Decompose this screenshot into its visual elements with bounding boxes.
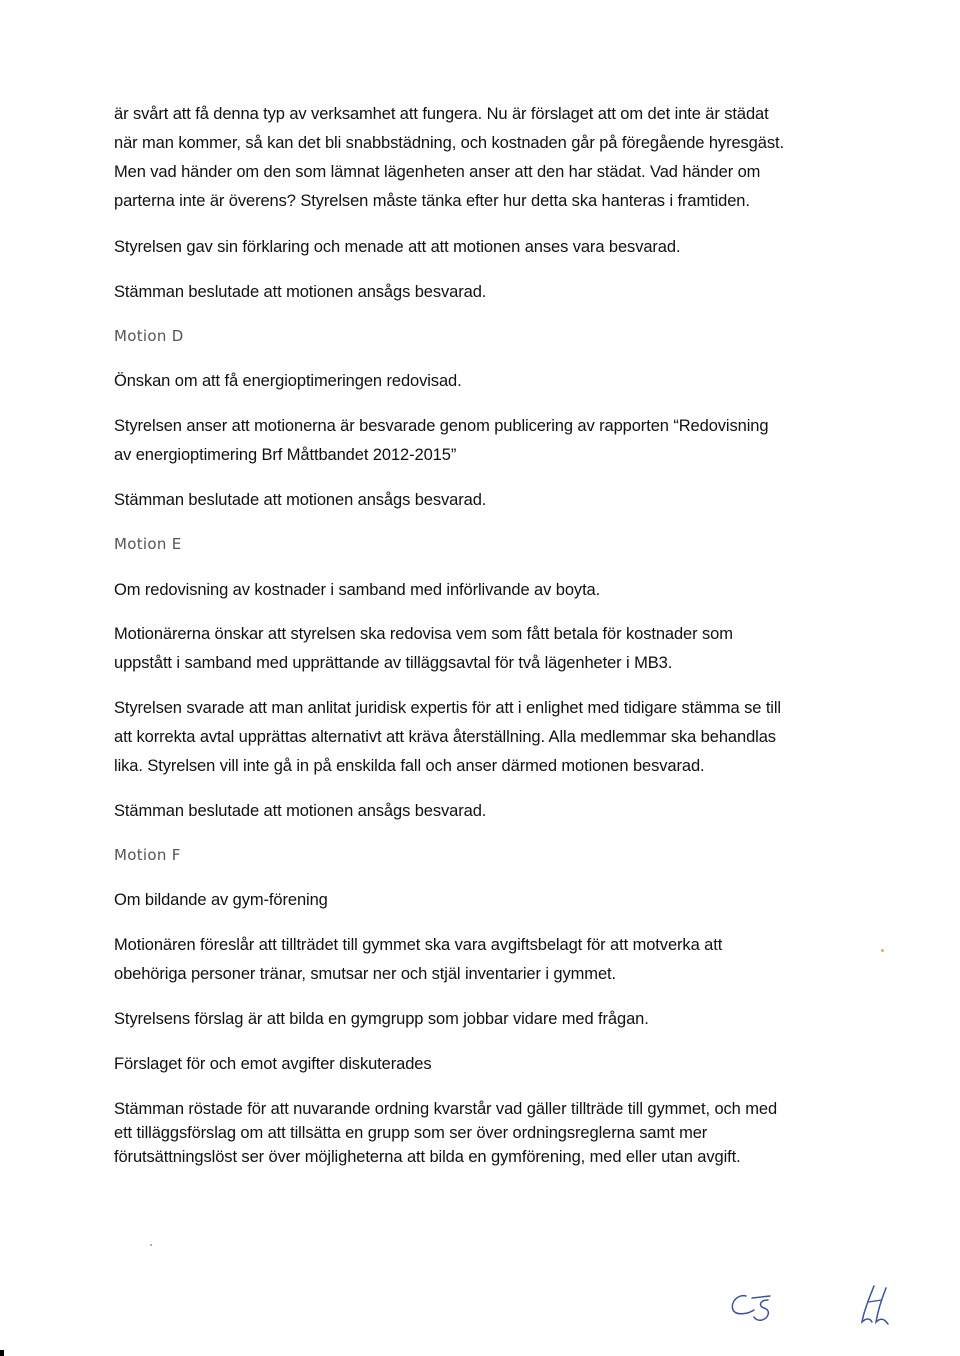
text-line: Styrelsen anser att motionerna är besvarade genom publicering av rapporten “Redovisning bbox=[114, 417, 769, 435]
text-line: Önskan om att få energioptimeringen redovisad. bbox=[114, 372, 462, 390]
ink-speck bbox=[881, 949, 884, 952]
board-statement-c bbox=[114, 233, 854, 262]
motion-f-discussion bbox=[114, 1050, 854, 1079]
motion-f-board-proposal bbox=[114, 1005, 854, 1034]
text-line: Om redovisning av kostnader i samband med införlivande av boyta. bbox=[114, 581, 601, 599]
text-line: Styrelsens förslag är att bilda en gymgrupp som jobbar vidare med frågan. bbox=[114, 1010, 649, 1028]
text-line: Motionärerna önskar att styrelsen ska redovisa vem som fått betala för kostnader som bbox=[114, 625, 733, 643]
motion-e-subject bbox=[114, 576, 854, 605]
text-line: när man kommer, så kan det bli snabbstädning, och kostnaden går på föregående hyresgäst. bbox=[114, 134, 784, 152]
text-line: Stämman beslutade att motionen ansågs besvarad. bbox=[114, 802, 487, 820]
text-line: parterna inte är överens? Styrelsen måste tänka efter hur detta ska hanteras i framtiden. bbox=[114, 192, 750, 210]
motion-f-request bbox=[114, 931, 854, 989]
text-line: förutsättningslöst ser över möjligheterna att bilda en gymförening, med eller utan avgift. bbox=[114, 1148, 741, 1166]
motion-d-heading: Motion D bbox=[114, 327, 184, 345]
text-line: att korrekta avtal upprättas alternativt att kräva återställning. Alla medlemmar ska behandlas bbox=[114, 728, 776, 746]
motion-d-decision bbox=[114, 486, 854, 515]
signature-initials-2 bbox=[852, 1280, 902, 1332]
motion-f-heading: Motion F bbox=[114, 846, 181, 864]
text-line: uppstått i samband med upprättande av tilläggsavtal för två lägenheter i MB3. bbox=[114, 654, 673, 672]
text-line: obehöriga personer tränar, smutsar ner och stjäl inventarier i gymmet. bbox=[114, 965, 616, 983]
motion-e-heading: Motion E bbox=[114, 535, 182, 553]
text-line: lika. Styrelsen vill inte gå in på enskilda fall och anser därmed motionen besvarad. bbox=[114, 757, 705, 775]
text-line: Styrelsen svarade att man anlitat juridisk expertis för att i enlighet med tidigare stämma se till bbox=[114, 699, 781, 717]
text-line: Om bildande av gym-förening bbox=[114, 891, 328, 909]
motion-f-subject bbox=[114, 886, 854, 915]
decision-c bbox=[114, 278, 854, 307]
motion-f-decision bbox=[114, 1097, 854, 1169]
text-line: Stämman beslutade att motionen ansågs besvarad. bbox=[114, 491, 487, 509]
text-line: Motionären föreslår att tillträdet till gymmet ska vara avgiftsbelagt för att motverka att bbox=[114, 936, 723, 954]
text-line: Stämman beslutade att motionen ansågs besvarad. bbox=[114, 283, 487, 301]
text-line: ett tilläggsförslag om att tillsätta en grupp som ser över ordningsreglerna samt mer bbox=[114, 1124, 708, 1142]
text-line: Stämman röstade för att nuvarande ordning kvarstår vad gäller tillträde till gymmet, och med bbox=[114, 1100, 778, 1118]
text-line: Men vad händer om den som lämnat lägenheten anser att den har städat. Vad händer om bbox=[114, 163, 761, 181]
scan-edge-mark bbox=[0, 1350, 4, 1356]
motion-e-decision bbox=[114, 797, 854, 826]
motion-e-board-statement bbox=[114, 694, 854, 781]
motion-d-subject bbox=[114, 367, 854, 396]
intro-paragraph bbox=[114, 100, 854, 216]
motion-e-request bbox=[114, 620, 854, 678]
motion-d-board-statement bbox=[114, 412, 854, 470]
ink-speck bbox=[150, 1244, 152, 1246]
signature-initials-1 bbox=[724, 1280, 794, 1330]
text-line: är svårt att få denna typ av verksamhet att fungera. Nu är förslaget att om det inte är städat bbox=[114, 105, 769, 123]
text-line: Förslaget för och emot avgifter diskuterades bbox=[114, 1055, 432, 1073]
text-line: Styrelsen gav sin förklaring och menade att att motionen anses vara besvarad. bbox=[114, 238, 681, 256]
text-line: av energioptimering Brf Måttbandet 2012-2015” bbox=[114, 446, 457, 464]
